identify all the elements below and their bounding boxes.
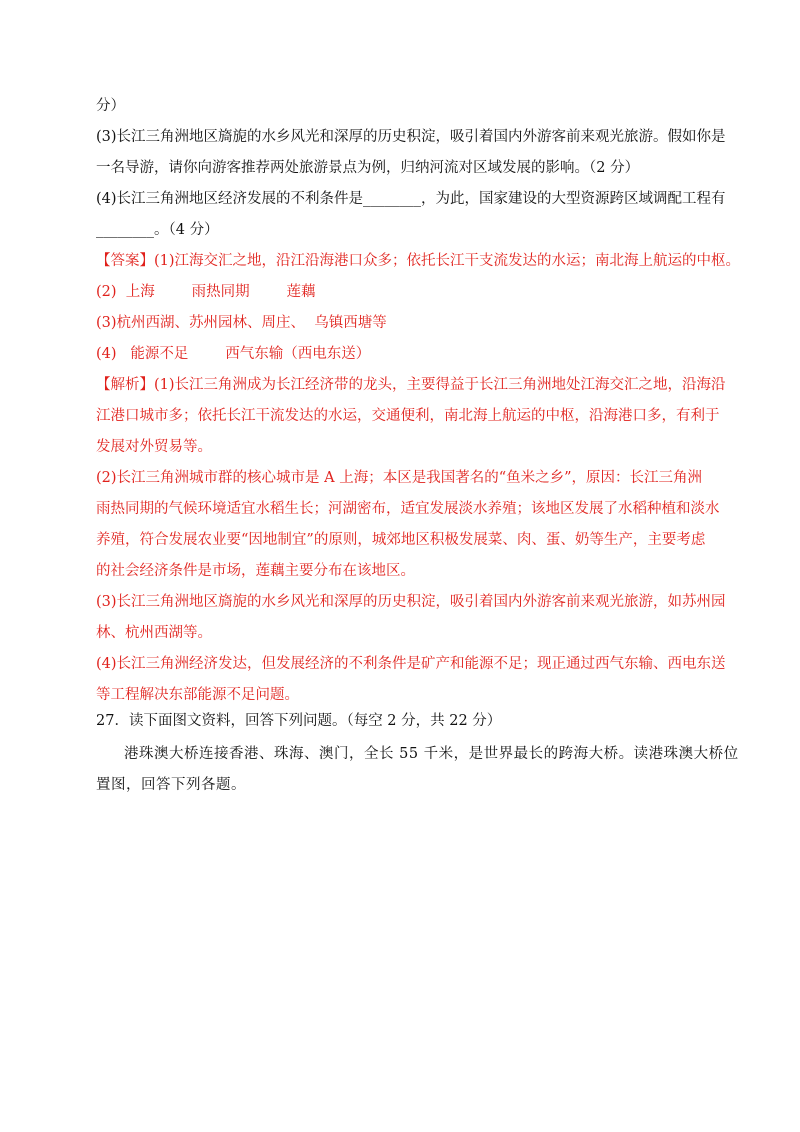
analysis-line: 江港口城市多；依托长江干流发达的水运，交通便利，南北海上航运的中枢，沿海港口多，有利于 [96,408,720,424]
question-text-line: ________。（4 分） [96,222,219,238]
analysis-line: (2)长江三角洲城市群的核心城市是 A 上海；本区是我国著名的“鱼米之乡”，原因：长江三角洲 [96,470,703,486]
analysis-line: 林、杭州西湖等。 [96,625,212,641]
analysis-line: 养殖，符合发展农业要“因地制宜”的原则，城郊地区积极发展菜、肉、蛋、奶等生产，主要考虑 [96,532,706,548]
question-27-header: 27．读下面图文资料，回答下列问题。（每空 2 分，共 22 分） [96,713,502,729]
question-text-line: (4)长江三角洲地区经济发展的不利条件是________，为此，国家建设的大型资源跨区域调配工程有 [96,191,726,207]
analysis-line: 【解析】(1)长江三角洲成为长江经济带的龙头，主要得益于长江三角洲地处江海交汇之地，沿海沿 [96,377,726,393]
answer-line: (3)杭州西湖、苏州园林、周庄、 乌镇西塘等 [96,315,387,331]
question-text-line: 分） [96,98,125,114]
analysis-line: (4)长江三角洲经济发达，但发展经济的不利条件是矿产和能源不足；现正通过西气东输、西电东送 [96,656,726,672]
analysis-line: 等工程解决东部能源不足问题。 [96,687,299,703]
question-text-line: 一名导游，请你向游客推荐两处旅游景点为例，归纳河流对区域发展的影响。（2 分） [96,160,640,176]
answer-line: 【答案】(1)江海交汇之地，沿江沿海港口众多；依托长江干支流发达的水运；南北海上航运的中枢。 [96,253,741,269]
analysis-line: 的社会经济条件是市场，莲藕主要分布在该地区。 [96,563,415,579]
analysis-line: (3)长江三角洲地区旖旎的水乡风光和深厚的历史积淀，吸引着国内外游客前来观光旅游，如苏州园 [96,594,726,610]
answer-line: (2) 上海 雨热同期 莲藕 [96,284,316,300]
question-27-intro-line: 港珠澳大桥连接香港、珠海、澳门，全长 55 千米，是世界最长的跨海大桥。读港珠澳大桥位 [124,746,739,762]
answer-line: (4) 能源不足 西气东输（西电东送） [96,346,371,362]
analysis-line: 发展对外贸易等。 [96,439,212,455]
question-27-intro-line: 置图，回答下列各题。 [96,777,246,793]
question-text-line: (3)长江三角洲地区旖旎的水乡风光和深厚的历史积淀，吸引着国内外游客前来观光旅游。假如你是 [96,129,726,145]
analysis-line: 雨热同期的气候环境适宜水稻生长；河湖密布，适宜发展淡水养殖；该地区发展了水稻种植和淡水 [96,501,720,517]
